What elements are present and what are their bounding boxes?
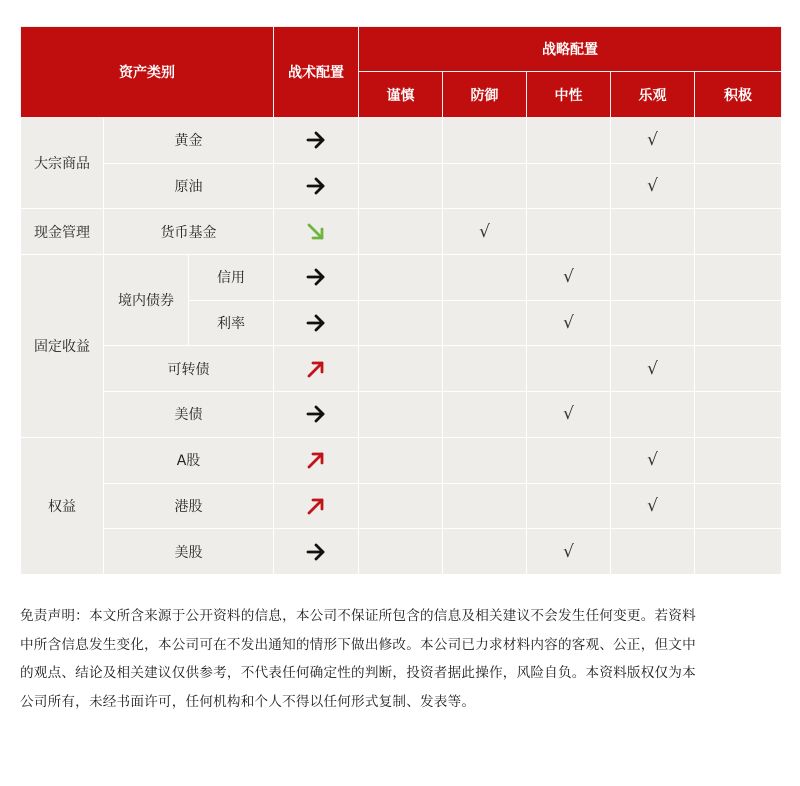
disclaimer bbox=[20, 602, 782, 716]
table-row bbox=[21, 255, 782, 301]
level-cell bbox=[443, 483, 527, 529]
level-cell bbox=[611, 300, 695, 346]
level-cell bbox=[443, 437, 527, 483]
tactical-cell bbox=[274, 163, 359, 209]
tactical-cell bbox=[274, 392, 359, 438]
check-mark-icon: √ bbox=[563, 313, 574, 334]
level-cell bbox=[359, 118, 443, 164]
level-cell bbox=[611, 209, 695, 255]
disclaimer-line: 公司所有，未经书面许可，任何机构和个人不得以任何形式复制、发表等。 bbox=[20, 693, 476, 710]
header-asset-class: 资产类别 bbox=[21, 27, 274, 118]
level-cell bbox=[359, 392, 443, 438]
level-cell bbox=[527, 483, 611, 529]
level-cell bbox=[359, 163, 443, 209]
header-tactical: 战术配置 bbox=[274, 27, 359, 118]
level-cell bbox=[611, 118, 695, 164]
level-cell bbox=[443, 529, 527, 575]
arrow-down-icon bbox=[305, 221, 327, 243]
tactical-cell bbox=[274, 209, 359, 255]
check-mark-icon: √ bbox=[647, 495, 658, 516]
tactical-cell bbox=[274, 300, 359, 346]
level-cell bbox=[527, 437, 611, 483]
header-level-neutral: 中性 bbox=[527, 72, 611, 118]
check-mark-icon: √ bbox=[647, 130, 658, 151]
table-row bbox=[21, 437, 782, 483]
level-cell bbox=[611, 346, 695, 392]
table-row bbox=[21, 346, 782, 392]
check-mark-icon: √ bbox=[563, 541, 574, 562]
tactical-cell bbox=[274, 437, 359, 483]
disclaimer-line: 中所含信息发生变化，本公司可在不发出通知的情形下做出修改。本公司已力求材料内容的客观、公正，但文中 bbox=[20, 636, 696, 653]
header-level-optimistic: 乐观 bbox=[611, 72, 695, 118]
header-level-cautious: 谨慎 bbox=[359, 72, 443, 118]
level-cell bbox=[359, 209, 443, 255]
level-cell bbox=[359, 483, 443, 529]
group-label: 固定收益 bbox=[21, 255, 104, 438]
check-mark-icon: √ bbox=[647, 450, 658, 471]
tactical-cell bbox=[274, 255, 359, 301]
level-cell bbox=[359, 529, 443, 575]
asset-name: 美股 bbox=[104, 529, 274, 575]
level-cell bbox=[527, 209, 611, 255]
level-cell bbox=[443, 255, 527, 301]
level-cell bbox=[443, 346, 527, 392]
check-mark-icon: √ bbox=[647, 176, 658, 197]
tactical-cell bbox=[274, 118, 359, 164]
tactical-cell bbox=[274, 346, 359, 392]
level-cell bbox=[695, 483, 782, 529]
check-mark-icon: √ bbox=[563, 267, 574, 288]
allocation-table bbox=[20, 26, 782, 575]
asset-name: 货币基金 bbox=[104, 209, 274, 255]
table-row bbox=[21, 483, 782, 529]
level-cell bbox=[695, 255, 782, 301]
level-cell bbox=[695, 529, 782, 575]
level-cell bbox=[527, 529, 611, 575]
disclaimer-line: 免责声明：本文所含来源于公开资料的信息，本公司不保证所包含的信息及相关建议不会发生任何变更。若资料 bbox=[20, 608, 696, 624]
asset-name: 黄金 bbox=[104, 118, 274, 164]
level-cell bbox=[527, 118, 611, 164]
level-cell bbox=[359, 300, 443, 346]
check-mark-icon: √ bbox=[479, 221, 490, 242]
level-cell bbox=[359, 255, 443, 301]
level-cell bbox=[695, 300, 782, 346]
level-cell bbox=[527, 163, 611, 209]
group-label: 大宗商品 bbox=[21, 118, 104, 209]
asset-name: 港股 bbox=[104, 483, 274, 529]
asset-name: 原油 bbox=[104, 163, 274, 209]
level-cell bbox=[695, 209, 782, 255]
level-cell bbox=[695, 437, 782, 483]
arrow-right-icon bbox=[305, 175, 327, 197]
level-cell bbox=[611, 437, 695, 483]
level-cell bbox=[443, 392, 527, 438]
asset-name: 美债 bbox=[104, 392, 274, 438]
asset-name: A股 bbox=[104, 437, 274, 483]
asset-name: 可转债 bbox=[104, 346, 274, 392]
arrow-right-icon bbox=[305, 129, 327, 151]
group-label: 现金管理 bbox=[21, 209, 104, 255]
level-cell bbox=[527, 346, 611, 392]
level-cell bbox=[443, 209, 527, 255]
level-cell bbox=[611, 483, 695, 529]
level-cell bbox=[695, 118, 782, 164]
check-mark-icon: √ bbox=[647, 358, 658, 379]
table-row bbox=[21, 529, 782, 575]
level-cell bbox=[443, 118, 527, 164]
subgroup-label: 境内债券 bbox=[104, 255, 189, 346]
asset-name: 利率 bbox=[189, 300, 274, 346]
level-cell bbox=[527, 300, 611, 346]
header-level-aggressive: 积极 bbox=[695, 72, 782, 118]
check-mark-icon: √ bbox=[563, 404, 574, 425]
arrow-up-icon bbox=[305, 495, 327, 517]
level-cell bbox=[359, 346, 443, 392]
level-cell bbox=[527, 255, 611, 301]
level-cell bbox=[611, 392, 695, 438]
level-cell bbox=[611, 255, 695, 301]
tactical-cell bbox=[274, 529, 359, 575]
tactical-cell bbox=[274, 483, 359, 529]
level-cell bbox=[611, 163, 695, 209]
table-row bbox=[21, 392, 782, 438]
level-cell bbox=[611, 529, 695, 575]
level-cell bbox=[443, 163, 527, 209]
header-level-defensive: 防御 bbox=[443, 72, 527, 118]
asset-name: 信用 bbox=[189, 255, 274, 301]
level-cell bbox=[695, 392, 782, 438]
arrow-right-icon bbox=[305, 312, 327, 334]
level-cell bbox=[695, 346, 782, 392]
level-cell bbox=[527, 392, 611, 438]
level-cell bbox=[359, 437, 443, 483]
level-cell bbox=[443, 300, 527, 346]
disclaimer-line: 的观点、结论及相关建议仅供参考，不代表任何确定性的判断，投资者据此操作，风险自负。本资料版权仅为本 bbox=[20, 665, 696, 681]
arrow-up-icon bbox=[305, 449, 327, 471]
arrow-up-icon bbox=[305, 358, 327, 380]
table-row bbox=[21, 118, 782, 164]
table-row bbox=[21, 163, 782, 209]
arrow-right-icon bbox=[305, 403, 327, 425]
arrow-right-icon bbox=[305, 266, 327, 288]
level-cell bbox=[695, 163, 782, 209]
group-label: 权益 bbox=[21, 437, 104, 574]
header-strategic: 战略配置 bbox=[359, 27, 782, 72]
table-row bbox=[21, 209, 782, 255]
arrow-right-icon bbox=[305, 541, 327, 563]
